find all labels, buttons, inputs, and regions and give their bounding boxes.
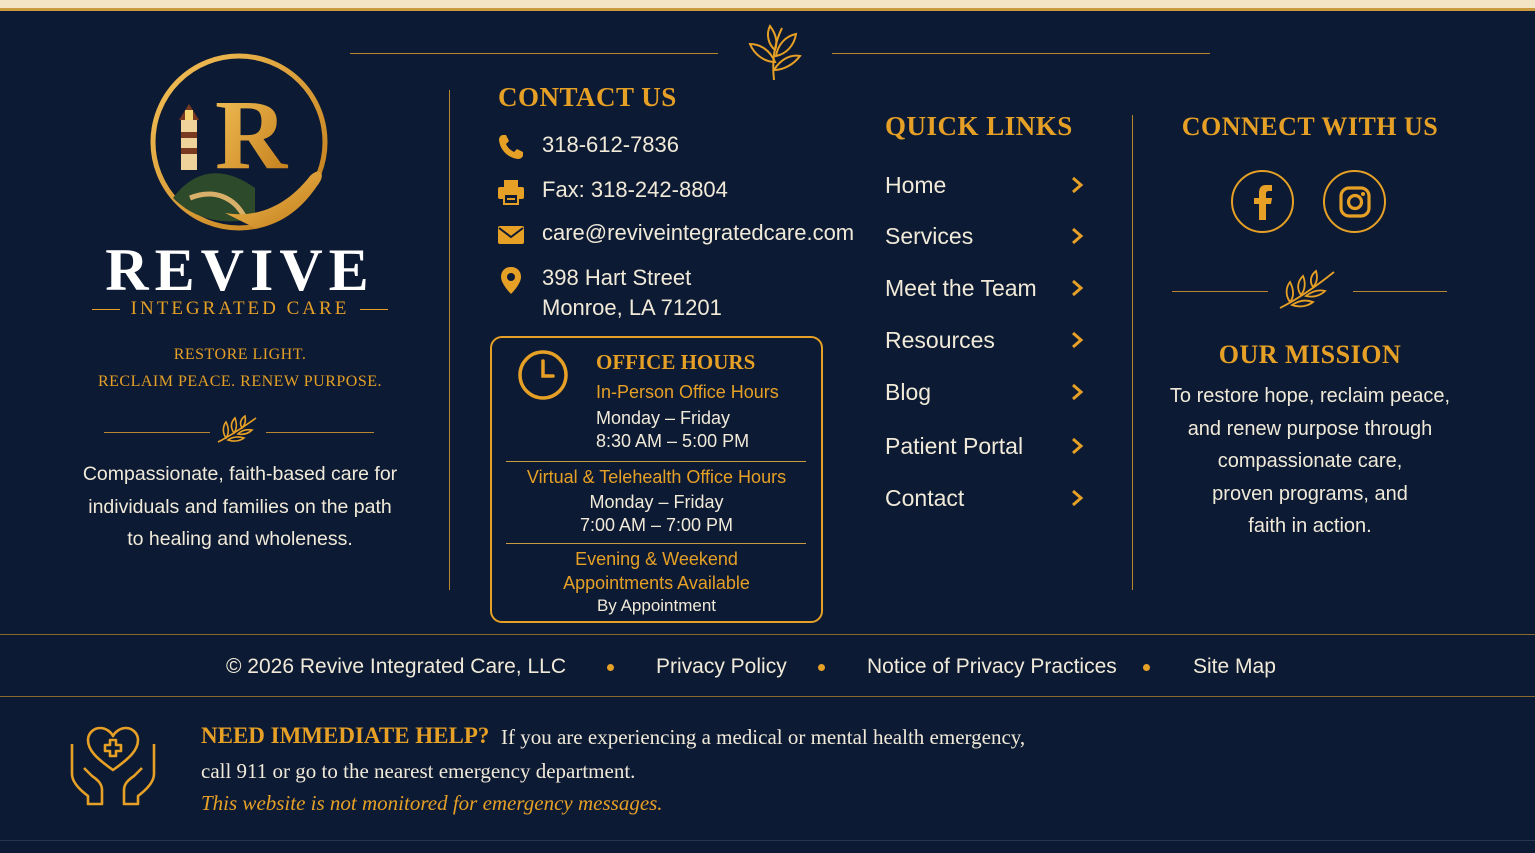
brand-description bbox=[60, 458, 420, 556]
column-divider bbox=[449, 90, 450, 590]
copyright-text: © 2026 Revive Integrated Care, LLC bbox=[226, 655, 566, 678]
top-ornament-rule-right bbox=[832, 53, 1210, 54]
separator-dot bbox=[607, 664, 614, 671]
address-line-1: 398 Hart Street bbox=[542, 265, 692, 290]
tagline-line-1: RESTORE LIGHT. bbox=[173, 346, 307, 363]
quick-link-home[interactable] bbox=[885, 168, 1085, 202]
quick-link-services[interactable] bbox=[885, 219, 1085, 253]
quick-link-label: Home bbox=[885, 171, 947, 198]
chevron-right-icon bbox=[1069, 330, 1085, 350]
chevron-right-icon bbox=[1069, 488, 1085, 508]
top-border bbox=[0, 0, 1535, 11]
brand-subtitle: INTEGRATED CARE bbox=[130, 298, 350, 319]
revive-logo-icon bbox=[145, 48, 335, 238]
evening-weekend-line-1: Evening & Weekend bbox=[575, 549, 738, 569]
contact-fax bbox=[496, 175, 728, 207]
privacy-practices-link[interactable]: Notice of Privacy Practices bbox=[867, 655, 1117, 678]
mission-rule-right bbox=[1353, 291, 1447, 292]
fax-number: Fax: 318-242-8804 bbox=[542, 177, 728, 202]
by-appointment-note: By Appointment bbox=[596, 596, 717, 615]
mission-line: faith in action. bbox=[1248, 515, 1372, 537]
page-bottom-rule bbox=[0, 840, 1535, 841]
quick-links-heading: QUICK LINKS bbox=[885, 111, 1073, 141]
connect-heading: CONNECT WITH US bbox=[1181, 112, 1439, 141]
quick-link-label: Services bbox=[885, 222, 974, 249]
quick-link-resources[interactable] bbox=[885, 323, 1085, 357]
top-ornament-rule-left bbox=[350, 53, 718, 54]
clock-icon bbox=[516, 348, 570, 402]
quick-link-label: Blog bbox=[885, 378, 932, 405]
brand-name: REVIVE bbox=[105, 237, 375, 303]
quick-link-label: Contact bbox=[885, 484, 965, 511]
virtual-time: 7:00 AM – 7:00 PM bbox=[579, 515, 734, 535]
laurel-sprig-icon bbox=[1276, 268, 1338, 312]
emergency-note: This website is not monitored for emergency messages. bbox=[201, 791, 663, 815]
footer-rule-top bbox=[0, 634, 1535, 635]
footer-rule-bottom bbox=[0, 696, 1535, 697]
quick-link-label: Resources bbox=[885, 326, 995, 353]
quick-link-patient-portal[interactable] bbox=[885, 429, 1085, 463]
address-line-2: Monroe, LA 71201 bbox=[542, 295, 722, 320]
contact-email[interactable] bbox=[496, 218, 854, 250]
emergency-heading: NEED IMMEDIATE HELP? bbox=[201, 723, 490, 748]
mission-line: and renew purpose through bbox=[1187, 417, 1433, 440]
address[interactable] bbox=[542, 263, 722, 323]
in-person-hours-label: In-Person Office Hours bbox=[596, 382, 779, 402]
contact-heading: CONTACT US bbox=[498, 82, 677, 112]
privacy-policy-link[interactable]: Privacy Policy bbox=[656, 655, 787, 678]
chevron-right-icon bbox=[1069, 382, 1085, 402]
chevron-right-icon bbox=[1069, 436, 1085, 456]
laurel-sprig-icon bbox=[214, 414, 260, 446]
hours-separator bbox=[506, 461, 806, 462]
quick-link-blog[interactable] bbox=[885, 375, 1085, 409]
mission-line: To restore hope, reclaim peace, bbox=[1169, 385, 1451, 407]
mission-rule-left bbox=[1172, 291, 1268, 292]
virtual-days: Monday – Friday bbox=[589, 492, 724, 512]
mission-text bbox=[1155, 380, 1465, 543]
chevron-right-icon bbox=[1069, 278, 1085, 298]
brand-description-line: to healing and wholeness. bbox=[127, 528, 353, 550]
mission-line: compassionate care, bbox=[1217, 450, 1403, 472]
site-map-link[interactable]: Site Map bbox=[1193, 655, 1276, 678]
office-hours-title: OFFICE HOURS bbox=[596, 350, 756, 374]
facebook-button[interactable] bbox=[1231, 170, 1294, 233]
instagram-icon bbox=[1339, 186, 1371, 218]
evening-weekend-line-2: Appointments Available bbox=[563, 573, 750, 593]
fax-printer-icon bbox=[496, 177, 526, 207]
phone-icon bbox=[496, 132, 526, 162]
facebook-icon bbox=[1250, 184, 1276, 220]
email-link[interactable]: care@reviveintegratedcare.com bbox=[542, 220, 855, 245]
brand-rule-right bbox=[266, 432, 374, 433]
mission-heading: OUR MISSION bbox=[1218, 340, 1402, 369]
virtual-hours-label: Virtual & Telehealth Office Hours bbox=[526, 467, 787, 487]
column-divider bbox=[1132, 115, 1133, 590]
hours-separator bbox=[506, 543, 806, 544]
in-person-time: 8:30 AM – 5:00 PM bbox=[596, 431, 750, 451]
svg-text:R: R bbox=[215, 79, 288, 190]
quick-link-label: Patient Portal bbox=[885, 432, 1024, 459]
subtitle-rule-right bbox=[360, 309, 388, 310]
tagline-line-2: RECLAIM PEACE. RENEW PURPOSE. bbox=[97, 373, 382, 390]
emergency-line-1: If you are experiencing a medical or mental health emergency, bbox=[501, 725, 1026, 749]
laurel-ornament-icon bbox=[742, 22, 806, 82]
separator-dot bbox=[818, 664, 825, 671]
separator-dot bbox=[1143, 664, 1150, 671]
phone-number[interactable]: 318-612-7836 bbox=[542, 132, 680, 157]
contact-phone[interactable] bbox=[496, 130, 679, 162]
envelope-icon bbox=[496, 220, 526, 250]
quick-link-contact[interactable] bbox=[885, 481, 1085, 515]
instagram-button[interactable] bbox=[1323, 170, 1386, 233]
contact-address[interactable] bbox=[496, 263, 722, 323]
brand-description-line: Compassionate, faith-based care for bbox=[82, 463, 398, 485]
brand-description-line: individuals and families on the path bbox=[88, 495, 392, 518]
map-pin-icon bbox=[496, 265, 526, 295]
brand-rule-left bbox=[104, 432, 210, 433]
mission-line: proven programs, and bbox=[1212, 482, 1408, 505]
emergency-line-2: call 911 or go to the nearest emergency department. bbox=[201, 759, 636, 783]
chevron-right-icon bbox=[1069, 226, 1085, 246]
heart-hands-icon bbox=[66, 724, 160, 808]
quick-link-label: Meet the Team bbox=[885, 274, 1037, 301]
quick-link-meet-the-team[interactable] bbox=[885, 271, 1085, 305]
in-person-days: Monday – Friday bbox=[596, 408, 731, 428]
chevron-right-icon bbox=[1069, 175, 1085, 195]
